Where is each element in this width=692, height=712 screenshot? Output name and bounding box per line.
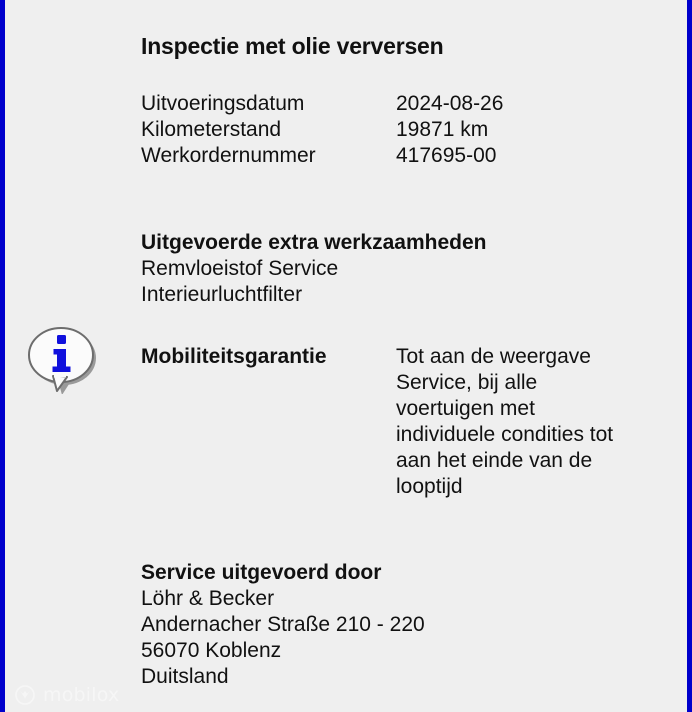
page-title: Inspectie met olie verversen — [141, 33, 444, 59]
workshop-name: Löhr & Becker — [141, 587, 275, 610]
right-accent-bar — [687, 0, 692, 712]
left-accent-bar — [0, 0, 5, 712]
row-label-uitvoeringsdatum: Uitvoeringsdatum — [141, 92, 305, 115]
row-label-kilometerstand: Kilometerstand — [141, 118, 282, 141]
info-icon — [28, 322, 98, 394]
list-item: Remvloeistof Service — [141, 257, 339, 280]
content-column — [141, 0, 682, 712]
extra-work-heading: Uitgevoerde extra werkzaamheden — [141, 231, 487, 254]
table-row — [141, 118, 611, 144]
row-label-werkordernummer: Werkordernummer — [141, 144, 316, 167]
table-row — [141, 144, 611, 170]
workshop-country: Duitsland — [141, 665, 229, 688]
row-value-uitvoeringsdatum: 2024-08-26 — [396, 92, 504, 115]
service-details-table — [141, 92, 611, 170]
extra-work-section — [141, 230, 661, 308]
workshop-section — [141, 560, 661, 690]
list-item: Interieurluchtfilter — [141, 283, 303, 306]
mobility-guarantee-value: Tot aan de weergave Service, bij alle voertuigen met individuele condities tot aan het einde van de looptijd — [396, 345, 614, 498]
workshop-city: 56070 Koblenz — [141, 639, 282, 662]
row-value-werkordernummer: 417695-00 — [396, 144, 497, 167]
mobility-guarantee-label: Mobiliteitsgarantie — [141, 345, 327, 368]
watermark-text: mobilox — [43, 684, 120, 706]
row-value-kilometerstand: 19871 km — [396, 118, 489, 141]
watermark — [14, 684, 119, 706]
workshop-heading: Service uitgevoerd door — [141, 561, 382, 584]
workshop-street: Andernacher Straße 210 - 220 — [141, 613, 425, 636]
table-row — [141, 92, 611, 118]
mobilox-logo-icon — [14, 684, 36, 706]
